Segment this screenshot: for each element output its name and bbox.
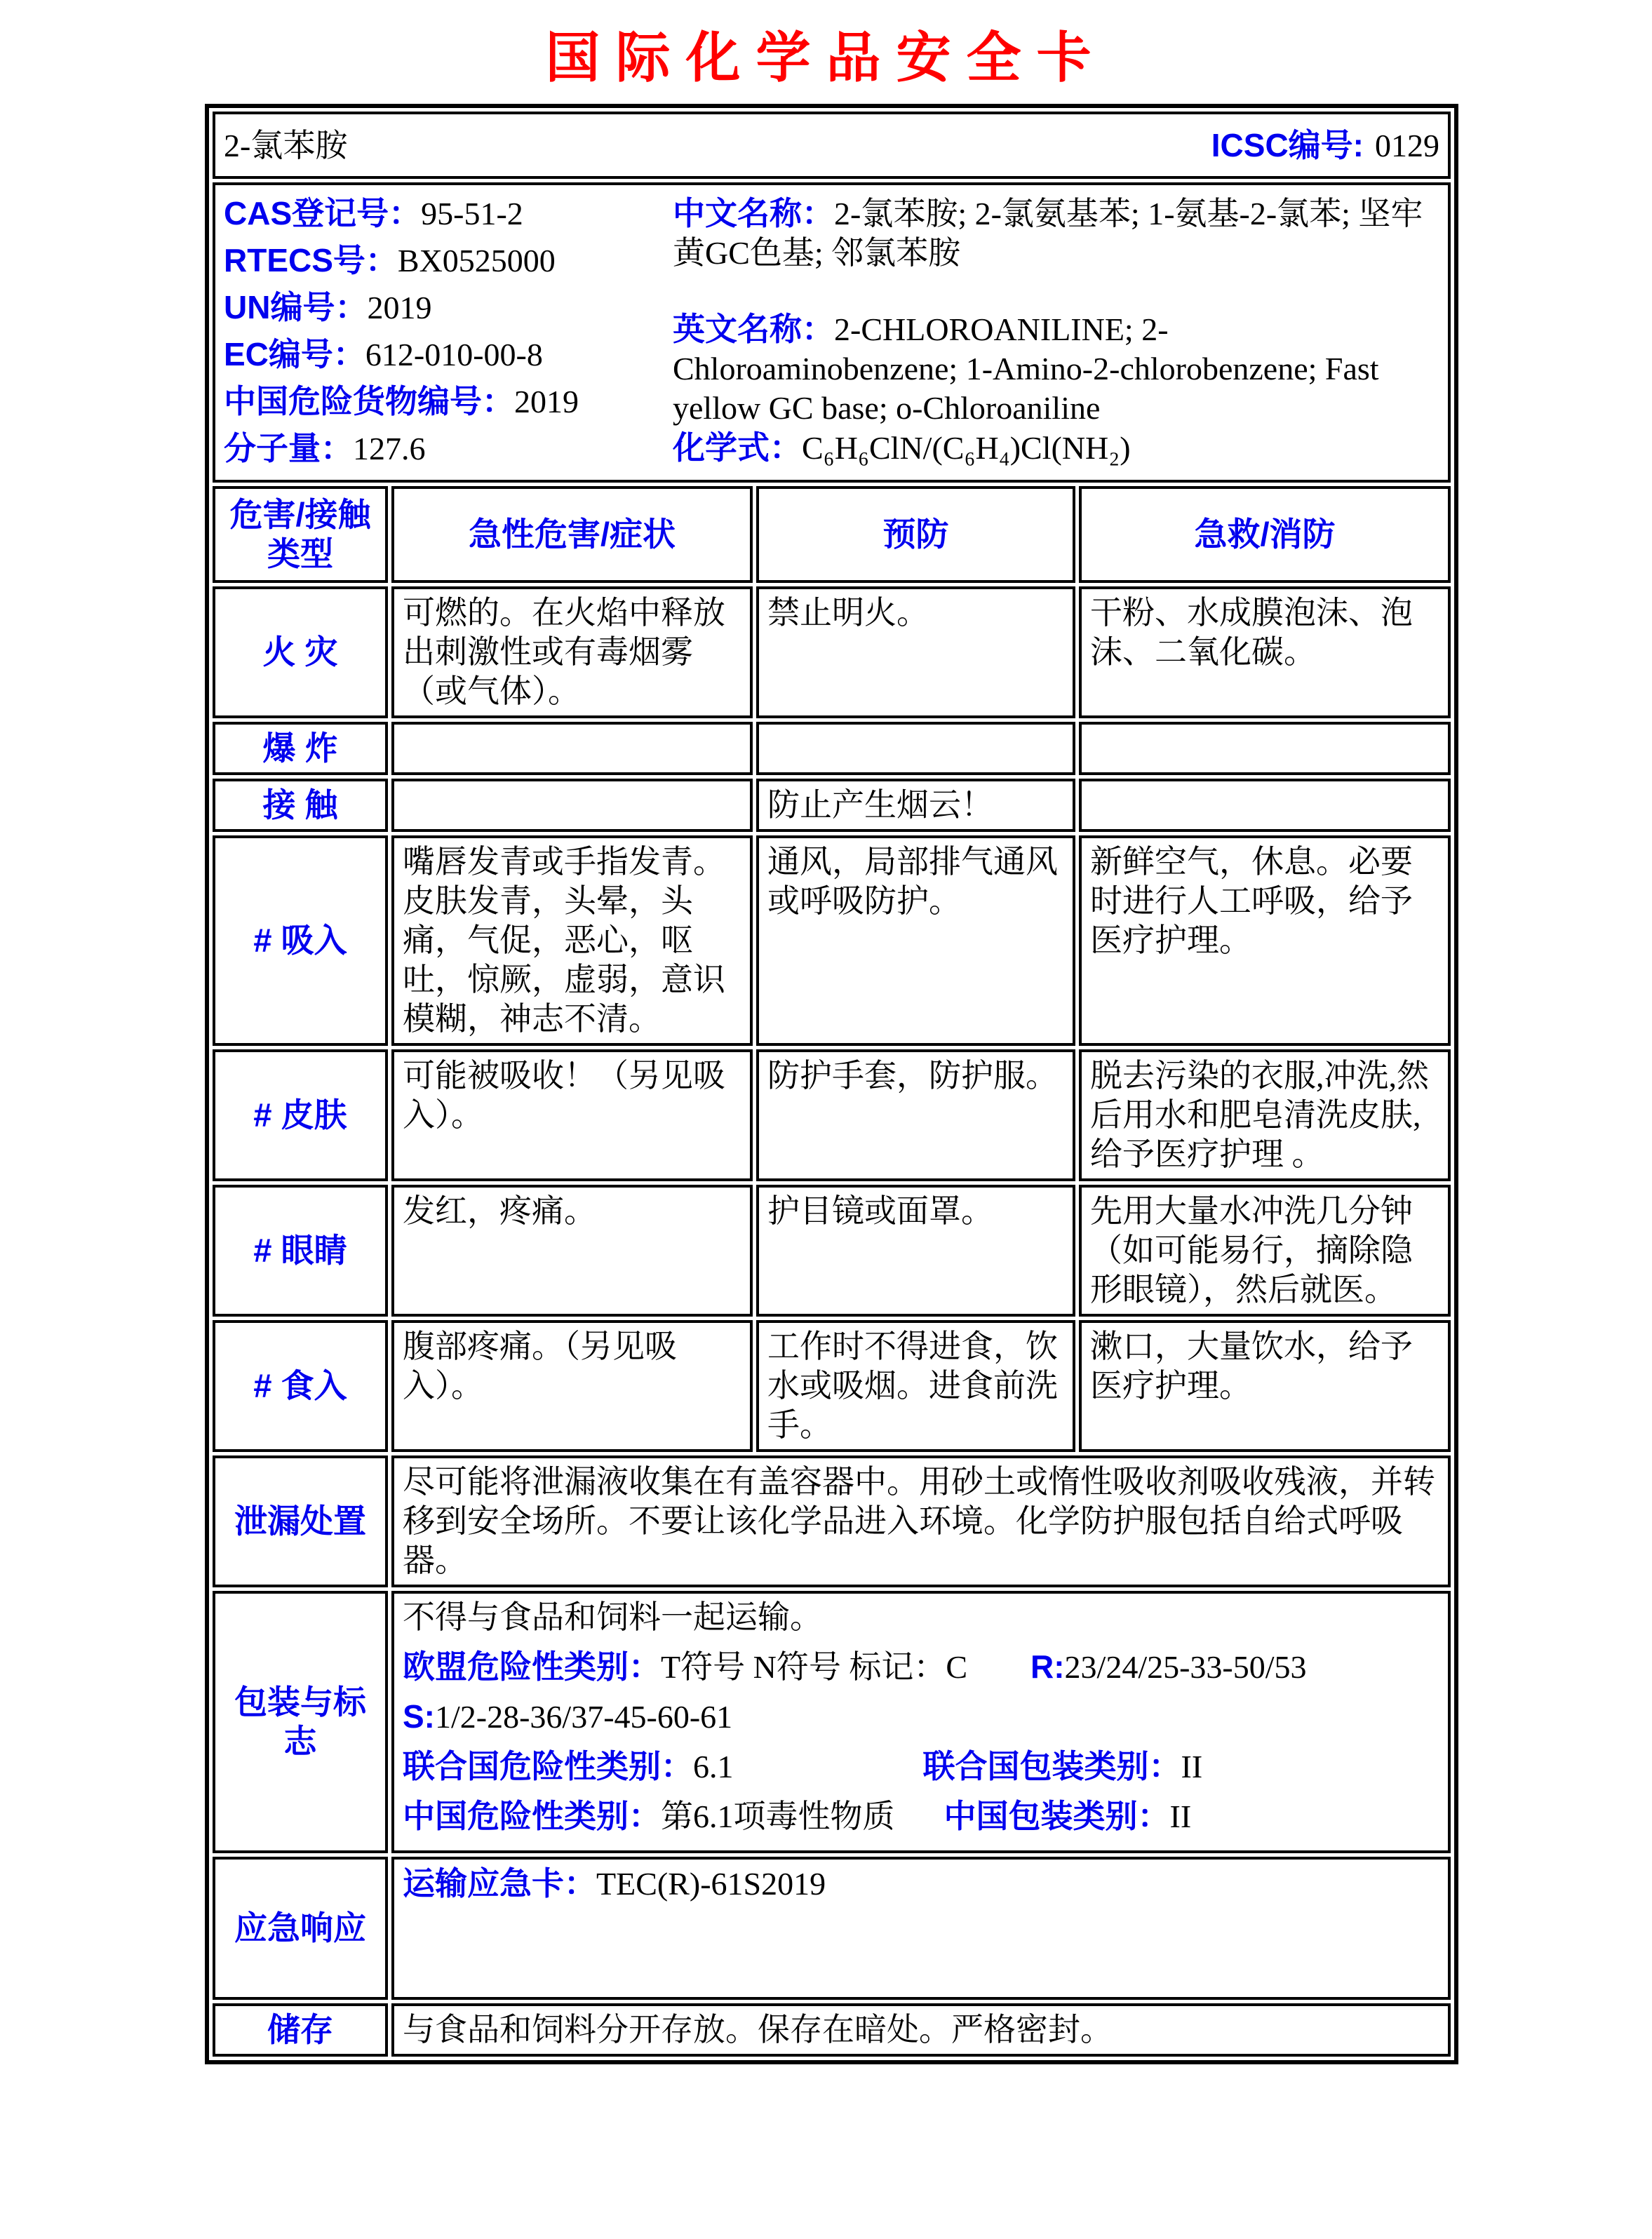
fire-symptoms: 可燃的。在火焰中释放出刺激性或有毒烟雾（或气体）。 bbox=[391, 586, 753, 718]
skin-label: # 皮肤 bbox=[213, 1049, 388, 1181]
icsc-number bbox=[1211, 126, 1439, 166]
chinese-name bbox=[673, 194, 1439, 273]
eu-class-label: 欧盟危险性类别： bbox=[403, 1648, 661, 1685]
china-dg-label: 中国危险货物编号： bbox=[224, 383, 514, 419]
exposure-first-aid bbox=[1079, 779, 1451, 832]
un-number bbox=[224, 288, 673, 328]
storage-text: 与食品和饲料分开存放。保存在暗处。严格密封。 bbox=[391, 2003, 1451, 2057]
names-section bbox=[673, 189, 1439, 476]
chemical-formula-value: C₆H₆ClN/(C₆H₄)Cl(NH₂) bbox=[802, 430, 1131, 466]
explosion-label: 爆 炸 bbox=[213, 722, 388, 775]
exposure-label: 接 触 bbox=[213, 779, 388, 832]
row-spill-disposal bbox=[213, 1455, 1451, 1587]
packaging-content bbox=[391, 1591, 1451, 1853]
hazard-header-row bbox=[213, 486, 1451, 583]
molecular-weight bbox=[224, 429, 673, 469]
s-phrases-label: S: bbox=[403, 1698, 435, 1735]
cas-label: CAS登记号： bbox=[224, 195, 422, 231]
identification-row bbox=[213, 182, 1451, 483]
skin-prevention: 防护手套，防护服。 bbox=[756, 1049, 1075, 1181]
eyes-symptoms: 发红，疼痛。 bbox=[391, 1185, 753, 1317]
s-phrases-line bbox=[403, 1697, 1439, 1737]
first-aid-header: 急救/消防 bbox=[1079, 486, 1451, 583]
fire-label: 火 灾 bbox=[213, 586, 388, 718]
eyes-label: # 眼睛 bbox=[213, 1185, 388, 1317]
page-title: 国际化学品安全卡 bbox=[545, 27, 1107, 88]
icsc-card-table bbox=[205, 104, 1458, 2064]
id-numbers-section bbox=[224, 189, 673, 476]
ingestion-symptoms: 腹部疼痛。（另见吸入）。 bbox=[391, 1320, 753, 1452]
substance-name: 2-氯苯胺 bbox=[224, 127, 348, 163]
un-classification-line bbox=[403, 1747, 1439, 1787]
rtecs-number bbox=[224, 241, 673, 281]
identification-cell bbox=[213, 182, 1451, 483]
chemical-formula-label: 化学式： bbox=[673, 429, 802, 466]
prevention-header: 预防 bbox=[756, 486, 1075, 583]
cn-classification-line bbox=[403, 1796, 1439, 1836]
un-label: UN编号： bbox=[224, 289, 368, 325]
eu-classification-line bbox=[403, 1647, 1439, 1687]
row-fire bbox=[213, 586, 1451, 718]
ec-label: EC编号： bbox=[224, 336, 365, 372]
row-ingestion bbox=[213, 1320, 1451, 1452]
r-phrases-value: 23/24/25-33-50/53 bbox=[1064, 1649, 1307, 1685]
cas-value: 95-51-2 bbox=[421, 196, 523, 231]
exposure-prevention: 防止产生烟云！ bbox=[756, 779, 1075, 832]
ec-number bbox=[224, 335, 673, 375]
molecular-weight-value: 127.6 bbox=[353, 431, 426, 466]
fire-first-aid: 干粉、水成膜泡沫、泡沫、二氧化碳。 bbox=[1079, 586, 1451, 718]
skin-symptoms: 可能被吸收！（另见吸入）。 bbox=[391, 1049, 753, 1181]
eyes-first-aid: 先用大量水冲洗几分钟（如可能易行，摘除隐形眼镜），然后就医。 bbox=[1079, 1185, 1451, 1317]
spill-disposal-label: 泄漏处置 bbox=[213, 1455, 388, 1587]
cn-pack-label: 中国包装类别： bbox=[943, 1798, 1170, 1834]
cn-class-label: 中国危险性类别： bbox=[403, 1798, 661, 1834]
eu-class-value: T符号 N符号 标记：C bbox=[661, 1649, 967, 1685]
row-explosion bbox=[213, 722, 1451, 775]
name-row bbox=[213, 112, 1451, 179]
chemical-formula bbox=[673, 428, 1439, 468]
cas-number bbox=[224, 194, 673, 234]
row-inhalation bbox=[213, 835, 1451, 1046]
row-emergency-response bbox=[213, 1857, 1451, 2000]
r-phrases-label: R: bbox=[1030, 1648, 1065, 1685]
rtecs-label: RTECS号： bbox=[224, 242, 398, 278]
emergency-response-label: 应急响应 bbox=[213, 1857, 388, 2000]
name-cell bbox=[213, 112, 1451, 179]
un-value: 2019 bbox=[367, 290, 432, 325]
icsc-number-label: ICSC编号: bbox=[1211, 126, 1364, 163]
ingestion-prevention: 工作时不得进食，饮水或吸烟。进食前洗手。 bbox=[756, 1320, 1075, 1452]
chinese-name-value: 2-氯苯胺; 2-氯氨基苯; 1-氨基-2-氯苯; 坚牢黄GC色基; 邻氯苯胺 bbox=[673, 196, 1423, 271]
explosion-prevention bbox=[756, 722, 1075, 775]
cn-pack-value: II bbox=[1169, 1798, 1192, 1834]
molecular-weight-label: 分子量： bbox=[224, 430, 353, 466]
ec-value: 612-010-00-8 bbox=[365, 337, 543, 372]
eyes-prevention: 护目镜或面罩。 bbox=[756, 1185, 1075, 1317]
fire-prevention: 禁止明火。 bbox=[756, 586, 1075, 718]
row-eyes bbox=[213, 1185, 1451, 1317]
transport-emergency-card-label: 运输应急卡： bbox=[403, 1865, 596, 1902]
english-name-value: 2-CHLOROANILINE; 2-Chloroaminobenzene; 1-Amino-2-chlorobenzene; Fast yellow GC base; o-Chloroaniline bbox=[673, 311, 1379, 426]
row-storage bbox=[213, 2003, 1451, 2057]
ingestion-label: # 食入 bbox=[213, 1320, 388, 1452]
explosion-first-aid bbox=[1079, 722, 1451, 775]
inhalation-label: # 吸入 bbox=[213, 835, 388, 1046]
un-class-value: 6.1 bbox=[693, 1749, 734, 1784]
icsc-number-value: 0129 bbox=[1375, 127, 1439, 163]
explosion-symptoms bbox=[391, 722, 753, 775]
row-exposure bbox=[213, 779, 1451, 832]
transport-note: 不得与食品和饲料一起运输。 bbox=[403, 1599, 822, 1635]
chinese-name-label: 中文名称： bbox=[673, 195, 834, 231]
china-dg-number bbox=[224, 382, 673, 422]
inhalation-prevention: 通风，局部排气通风或呼吸防护。 bbox=[756, 835, 1075, 1046]
english-name bbox=[673, 309, 1439, 428]
english-name-label: 英文名称： bbox=[673, 311, 834, 347]
hazard-type-header-line1: 危害/接触 bbox=[229, 496, 371, 533]
s-phrases-value: 1/2-28-36/37-45-60-61 bbox=[435, 1699, 733, 1735]
packaging-label: 包装与标志 bbox=[213, 1591, 388, 1853]
rtecs-value: BX0525000 bbox=[397, 243, 556, 278]
spill-disposal-text: 尽可能将泄漏液收集在有盖容器中。用砂土或惰性吸收剂吸收残液，并转移到安全场所。不要让该化学品进入环境。化学防护服包括自给式呼吸器。 bbox=[391, 1455, 1451, 1587]
row-skin bbox=[213, 1049, 1451, 1181]
inhalation-symptoms: 嘴唇发青或手指发青。皮肤发青，头晕，头痛，气促，恶心，呕吐，惊厥，虚弱，意识模糊，神志不清。 bbox=[391, 835, 753, 1046]
inhalation-first-aid: 新鲜空气，休息。必要时进行人工呼吸，给予医疗护理。 bbox=[1079, 835, 1451, 1046]
hazard-type-header bbox=[213, 486, 388, 583]
exposure-symptoms bbox=[391, 779, 753, 832]
storage-label: 储存 bbox=[213, 2003, 388, 2057]
symptoms-header: 急性危害/症状 bbox=[391, 486, 753, 583]
transport-emergency-card-value: TEC(R)-61S2019 bbox=[596, 1866, 826, 1902]
cn-class-value: 第6.1项毒性物质 bbox=[661, 1798, 895, 1834]
row-packaging bbox=[213, 1591, 1451, 1853]
un-class-label: 联合国危险性类别： bbox=[403, 1748, 693, 1784]
emergency-response-content bbox=[391, 1857, 1451, 2000]
un-pack-label: 联合国包装类别： bbox=[922, 1748, 1181, 1784]
un-pack-value: II bbox=[1181, 1749, 1203, 1784]
hazard-type-header-line2: 类型 bbox=[267, 535, 333, 572]
skin-first-aid: 脱去污染的衣服,冲洗,然后用水和肥皂清洗皮肤,给予医疗护理 。 bbox=[1079, 1049, 1451, 1181]
ingestion-first-aid: 漱口，大量饮水，给予医疗护理。 bbox=[1079, 1320, 1451, 1452]
china-dg-value: 2019 bbox=[514, 384, 579, 419]
